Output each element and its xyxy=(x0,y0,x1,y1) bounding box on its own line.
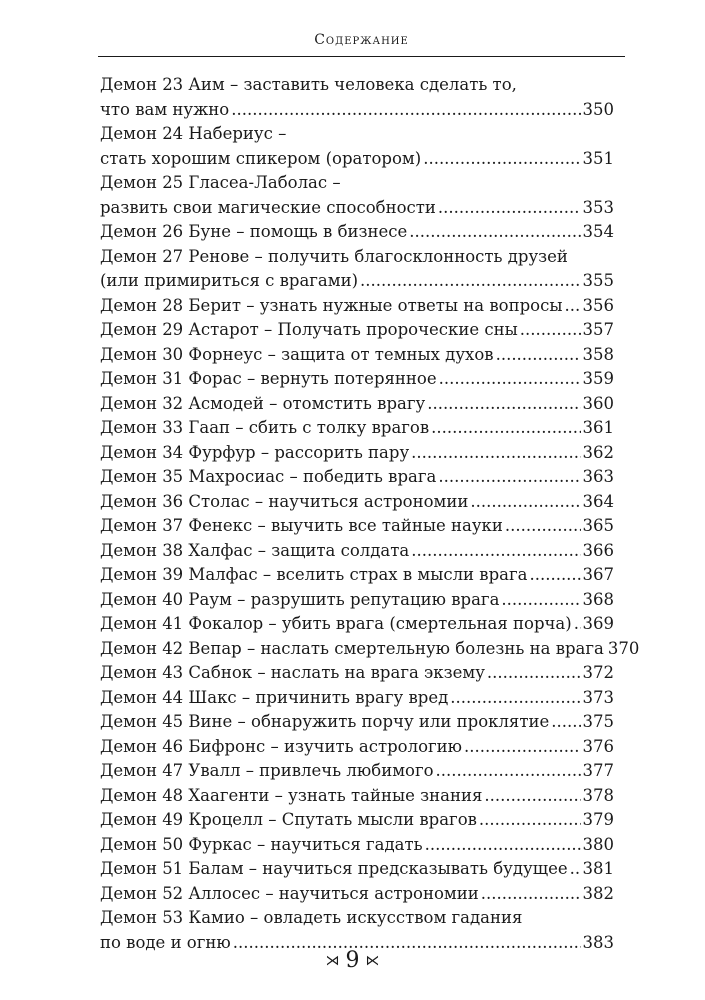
toc-line xyxy=(100,245,614,270)
toc-page-number: 373 xyxy=(582,687,614,707)
dot-leader xyxy=(574,612,581,637)
toc-line xyxy=(100,808,614,833)
toc-page-number: 360 xyxy=(582,393,614,413)
toc-page-number: 364 xyxy=(582,491,614,511)
toc-page-number: 363 xyxy=(582,467,614,486)
dot-leader xyxy=(479,808,581,833)
toc-entry[interactable] xyxy=(100,637,640,662)
toc-page-number: 382 xyxy=(582,883,614,903)
dot-leader xyxy=(411,539,580,564)
toc-entry[interactable] xyxy=(100,784,614,809)
dot-leader xyxy=(436,759,581,784)
toc-entry[interactable] xyxy=(100,588,614,613)
toc-page-number: 370 xyxy=(607,638,640,658)
dot-leader xyxy=(551,710,580,735)
toc-entry-title: Демон 42 Вепар – наслать смертельную болезнь на врага xyxy=(100,638,604,658)
toc-entry-title: Демон 24 Набериус – xyxy=(100,124,287,143)
dot-leader xyxy=(501,588,580,613)
dot-leader xyxy=(411,441,580,466)
toc-entry[interactable] xyxy=(100,245,614,294)
table-of-contents xyxy=(100,73,640,955)
toc-page-number: 354 xyxy=(582,222,614,241)
toc-entry[interactable] xyxy=(100,710,614,735)
toc-line xyxy=(100,882,614,907)
toc-entry[interactable] xyxy=(100,563,614,588)
toc-entry-title: Демон 43 Сабнок – наслать на врага экзему xyxy=(100,663,485,682)
toc-line xyxy=(100,171,614,196)
toc-entry[interactable] xyxy=(100,220,614,245)
toc-entry-title: стать хорошим спикером (оратором) xyxy=(100,148,422,168)
toc-page-number: 359 xyxy=(582,369,614,388)
dot-leader xyxy=(505,514,581,539)
toc-entry[interactable] xyxy=(100,735,614,760)
dot-leader xyxy=(484,784,580,809)
toc-page-number: 358 xyxy=(582,344,614,364)
toc-line xyxy=(100,122,614,147)
toc-page-number: 365 xyxy=(582,516,614,535)
toc-line xyxy=(100,784,614,809)
toc-page-number: 362 xyxy=(582,442,614,462)
toc-entry-title: Демон 44 Шакс – причинить врагу вред xyxy=(100,687,449,707)
toc-line xyxy=(100,416,614,441)
toc-entry[interactable] xyxy=(100,857,614,882)
page-number: 9 xyxy=(345,948,360,973)
toc-entry-title: (или примириться с врагами) xyxy=(100,271,359,290)
toc-entry[interactable] xyxy=(100,318,614,343)
toc-entry[interactable] xyxy=(100,294,614,319)
toc-line xyxy=(100,539,614,564)
toc-entry-title: Демон 30 Форнеус – защита от темных духов xyxy=(100,344,494,364)
toc-entry[interactable] xyxy=(100,441,614,466)
toc-entry[interactable] xyxy=(100,539,614,564)
toc-page-number: 375 xyxy=(582,712,614,731)
dot-leader xyxy=(360,269,580,294)
toc-line xyxy=(100,392,614,417)
header-divider xyxy=(98,56,625,57)
toc-entry-title: Демон 31 Форас – вернуть потерянное xyxy=(100,369,437,388)
dot-leader xyxy=(529,563,580,588)
dot-leader xyxy=(464,735,580,760)
toc-entry[interactable] xyxy=(100,465,614,490)
dot-leader xyxy=(231,98,580,123)
toc-line xyxy=(100,735,614,760)
dot-leader xyxy=(570,857,581,882)
ornament-right-icon: ⋉ xyxy=(365,953,380,969)
toc-entry-title: Демон 29 Астарот – Получать пророческие сны xyxy=(100,320,518,339)
toc-entry[interactable] xyxy=(100,808,614,833)
toc-page-number: 353 xyxy=(582,197,614,217)
toc-line xyxy=(100,710,614,735)
toc-entry[interactable] xyxy=(100,490,614,515)
toc-entry-title: Демон 36 Столас – научиться астрономии xyxy=(100,491,469,511)
toc-line xyxy=(100,857,614,882)
toc-line xyxy=(100,612,614,637)
toc-line xyxy=(100,367,614,392)
toc-entry[interactable] xyxy=(100,73,614,122)
toc-entry[interactable] xyxy=(100,122,614,171)
toc-entry-title: Демон 40 Раум – разрушить репутацию врага xyxy=(100,589,500,609)
toc-entry-title: Демон 33 Гаап – сбить с толку врагов xyxy=(100,418,430,437)
toc-entry-title: Демон 34 Фурфур – рассорить пару xyxy=(100,442,410,462)
page-footer xyxy=(0,948,705,973)
toc-line xyxy=(100,637,640,662)
toc-entry-title: Демон 53 Камио – овладеть искусством гадания xyxy=(100,908,523,927)
dot-leader xyxy=(438,196,581,221)
toc-page-number: 383 xyxy=(582,932,614,952)
dot-leader xyxy=(427,392,580,417)
toc-entry[interactable] xyxy=(100,392,614,417)
toc-entry-title: Демон 41 Фокалор – убить врага (смертельная порча) xyxy=(100,614,572,633)
toc-line xyxy=(100,588,614,613)
toc-line xyxy=(100,73,614,98)
toc-page-number: 377 xyxy=(582,761,614,780)
toc-entry-title: по воде и огню xyxy=(100,932,231,952)
toc-entry[interactable] xyxy=(100,686,614,711)
toc-entry[interactable] xyxy=(100,882,614,907)
dot-leader xyxy=(423,147,580,172)
toc-line xyxy=(100,147,614,172)
toc-page-number: 380 xyxy=(582,834,614,854)
toc-page-number: 368 xyxy=(582,589,614,609)
toc-entry-title: Демон 37 Фенекс – выучить все тайные науки xyxy=(100,516,503,535)
toc-line xyxy=(100,220,614,245)
dot-leader xyxy=(409,220,580,245)
toc-page-number: 356 xyxy=(582,295,614,315)
toc-line xyxy=(100,906,614,931)
running-header: Содержание xyxy=(314,32,409,48)
toc-entry-title: развить свои магические способности xyxy=(100,197,436,217)
toc-line xyxy=(100,661,614,686)
toc-line xyxy=(100,563,614,588)
toc-entry[interactable] xyxy=(100,514,614,539)
toc-entry-title: Демон 39 Малфас – вселить страх в мысли врага xyxy=(100,565,528,584)
dot-leader xyxy=(438,465,580,490)
toc-page-number: 366 xyxy=(582,540,614,560)
toc-line xyxy=(100,441,614,466)
toc-entry-title: Демон 48 Хаагенти – узнать тайные знания xyxy=(100,785,483,805)
dot-leader xyxy=(425,833,581,858)
toc-page-number: 355 xyxy=(582,271,614,290)
toc-entry[interactable] xyxy=(100,343,614,368)
toc-line xyxy=(100,269,614,294)
toc-entry-title: Демон 47 Увалл – привлечь любимого xyxy=(100,761,434,780)
dot-leader xyxy=(520,318,581,343)
dot-leader xyxy=(470,490,580,515)
toc-page-number: 372 xyxy=(582,663,614,682)
toc-entry-title: Демон 26 Буне – помощь в бизнесе xyxy=(100,222,408,241)
toc-entry[interactable] xyxy=(100,759,614,784)
toc-entry[interactable] xyxy=(100,416,614,441)
toc-entry-title: Демон 52 Аллосес – научиться астрономии xyxy=(100,883,479,903)
dot-leader xyxy=(439,367,581,392)
toc-line xyxy=(100,196,614,221)
toc-entry-title: Демон 23 Аим – заставить человека сделать то, xyxy=(100,75,517,94)
toc-line xyxy=(100,490,614,515)
toc-line xyxy=(100,343,614,368)
toc-line xyxy=(100,465,614,490)
toc-entry-title: что вам нужно xyxy=(100,99,230,119)
toc-entry[interactable] xyxy=(100,612,614,637)
toc-page-number: 367 xyxy=(582,565,614,584)
toc-page-number: 357 xyxy=(582,320,614,339)
dot-leader xyxy=(496,343,581,368)
toc-entry-title: Демон 45 Вине – обнаружить порчу или проклятие xyxy=(100,712,550,731)
dot-leader xyxy=(431,416,580,441)
toc-entry-title: Демон 38 Халфас – защита солдата xyxy=(100,540,410,560)
toc-line xyxy=(100,759,614,784)
toc-line xyxy=(100,98,614,123)
toc-entry-title: Демон 28 Берит – узнать нужные ответы на вопросы xyxy=(100,295,563,315)
toc-entry-title: Демон 35 Махросиас – победить врага xyxy=(100,467,437,486)
ornament-left-icon: ⋊ xyxy=(325,953,340,969)
toc-entry[interactable] xyxy=(100,833,614,858)
toc-page-number: 379 xyxy=(582,810,614,829)
toc-page-number: 361 xyxy=(582,418,614,437)
toc-entry[interactable] xyxy=(100,171,614,220)
dot-leader xyxy=(450,686,580,711)
toc-line xyxy=(100,294,614,319)
dot-leader xyxy=(487,661,581,686)
toc-page-number: 350 xyxy=(582,99,614,119)
toc-line xyxy=(100,833,614,858)
toc-entry-title: Демон 46 Бифронс – изучить астрологию xyxy=(100,736,463,756)
toc-entry-title: Демон 25 Гласеа-Лаболас – xyxy=(100,173,341,192)
toc-line xyxy=(100,318,614,343)
toc-entry-title: Демон 51 Балам – научиться предсказывать будущее xyxy=(100,859,568,878)
toc-page-number: 381 xyxy=(582,859,614,878)
toc-page-number: 351 xyxy=(582,148,614,168)
dot-leader xyxy=(564,294,580,319)
toc-page-number: 369 xyxy=(582,614,614,633)
toc-line xyxy=(100,686,614,711)
toc-page-number: 378 xyxy=(582,785,614,805)
toc-entry[interactable] xyxy=(100,661,614,686)
toc-line xyxy=(100,514,614,539)
toc-entry-title: Демон 32 Асмодей – отомстить врагу xyxy=(100,393,426,413)
toc-entry-title: Демон 50 Фуркас – научиться гадать xyxy=(100,834,423,854)
toc-entry-title: Демон 27 Ренове – получить благосклонность друзей xyxy=(100,246,568,266)
toc-entry[interactable] xyxy=(100,367,614,392)
toc-page-number: 376 xyxy=(582,736,614,756)
toc-entry-title: Демон 49 Кроцелл – Спутать мысли врагов xyxy=(100,810,477,829)
dot-leader xyxy=(481,882,581,907)
